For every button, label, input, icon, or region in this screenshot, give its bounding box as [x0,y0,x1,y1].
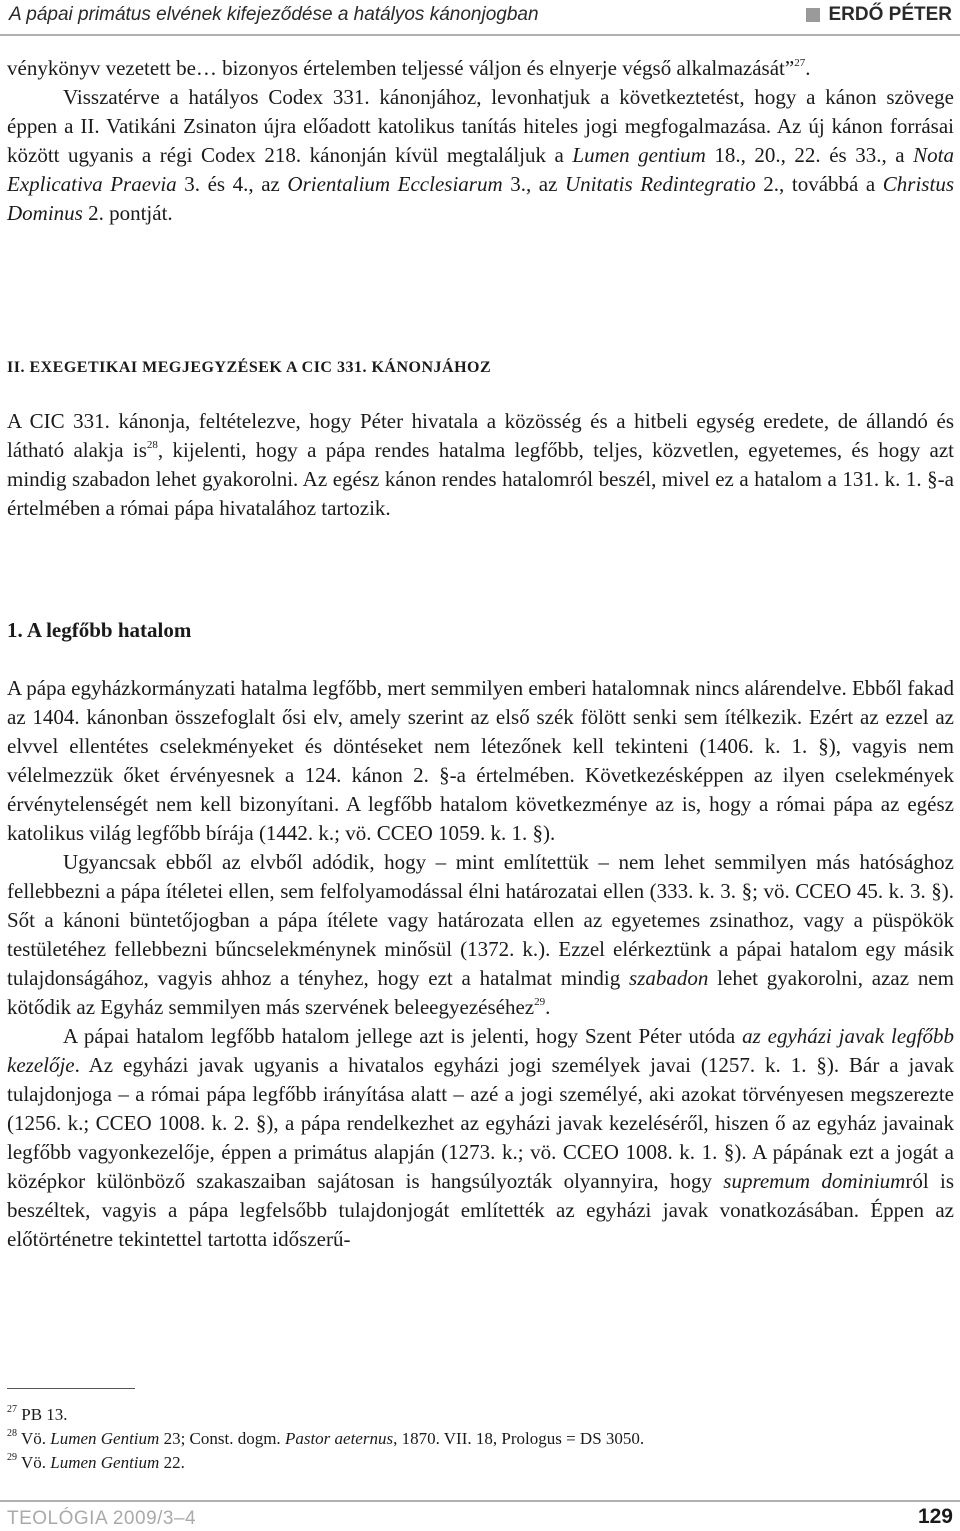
intro-paragraph-2 [7,83,954,228]
text-run: . Az egyházi javak ugyanis a hivatalos egyházi jogi személyek javai (1257. k. 1. §). Bár a javak tulajdonjoga – a római pápa legfőbb irányítása alatt – azé a jogi személyé, aki azokat törvényesen megszerezte (1256. k.; CCEO 1008. k. 2. §), a pápa rendelkezhet az egyházi javak kezeléséről, hiszen ő az egyház javainak legfőbb vagyonkezelője, éppen a primátus alapján (1273. k.; vö. CCEO 1008. k. 1. §). A pápának ezt a jogát a középkor különböző szakaszaiban sajátosan is hangsúlyozták olyannyira, hogy [7,1053,954,1193]
italic-run: Christus Dominus [7,172,954,225]
italic-run: Lumen gentium [572,143,706,167]
subsection-text [7,674,954,1254]
square-bullet-icon [806,8,820,22]
text-run: 3. és 4., az [176,172,288,196]
section-paragraph-1 [7,407,954,523]
italic-run: az egyházi javak legfőbb kezelője [7,1024,955,1077]
text-run: ról is beszéltek, vagyis a pápa legfelsőbb tulajdonjogát említették az egyházi javak vonatkozásában. Éppen az előtörténetre tekintettel tartotta időszerű- [7,1169,954,1251]
italic-run: Pastor aeternus [284,1429,394,1448]
text-run: A pápai hatalom legfőbb hatalom jellege azt is jelenti, hogy Szent Péter utóda [63,1024,743,1048]
author-name: ERDŐ PÉTER [828,4,952,25]
text-run: A CIC 331. kánonja, feltételezve, hogy Péter hivatala a közösség és a hitbeli egység eredete, de állandó és látható alakja is [7,409,954,462]
author-block [806,4,952,26]
footnote-text: PB 13. [17,1405,68,1424]
text-run: 22. [159,1453,185,1472]
footnotes [7,1403,644,1475]
footnote-29 [7,1451,644,1475]
subsection-heading: 1. A legfőbb hatalom [7,618,192,642]
running-title: A pápai primátus elvének kifejeződése a hatályos kánonjogban [9,4,539,25]
subsection-paragraph-3 [7,1022,954,1254]
footnote-27 [7,1403,644,1427]
intro-paragraph-1 [7,54,954,83]
text-run: Ugyancsak ebből az elvből adódik, hogy – mint említettük – nem lehet semmilyen más hatósághoz fellebbezni a pápa ítéletei ellen, sem felfolyamodással élni határozatai ellen (333. k. 3. §; vö. CCEO 45. k. 3. §). Sőt a kánoni büntetőjogban a pápa ítélete vagy határozata ellen az egyetemes zsinathoz, vagy a püspökök testületéhez fellebbezni bűncselekménynek minősül (1372. k.). Ezzel elérkeztünk a pápai hatalom egy másik tulajdonságához, vagyis ahhoz a tényhez, hogy ezt a hatalmat mindig [7,850,954,990]
text-run: lehet gyakorolni, azaz nem kötődik az Egyház semmilyen más szervének beleegyezéséhez [7,966,954,1019]
text-run: Visszatérve a hatályos Codex 331. kánonjához, levonhatjuk a következtetést, hogy a kánon szövege éppen a II. Vatikáni Zsinaton újra előadott katolikus tanítás hiteles jogi megfogalmazása. Az új kánon forrásai között ugyanis a régi Codex 218. kánonján kívül megtaláljuk a [7,85,954,167]
header-rule [0,34,960,36]
section-text [7,407,954,523]
italic-run: Unitatis Redintegratio [564,172,756,196]
subsection-paragraph-2 [7,848,954,1022]
italic-run: supremum dominium [723,1169,906,1193]
intro-text [7,54,954,228]
journal-issue: TEOLÓGIA 2009/3–4 [7,1508,197,1529]
text-run: 23; Const. dogm. [159,1429,285,1448]
text-run: 18., 20., 22. és 33., a [705,143,914,167]
footnote-28 [7,1427,644,1451]
section-heading: II. EXEGETIKAI MEGJEGYZÉSEK A CIC 331. KÁNONJÁHOZ [7,359,492,376]
italic-run: Nota Explicativa Praevia [7,143,954,196]
footnote-ref-27: 27 [794,57,806,69]
footnote-ref-28: 28 [146,439,158,451]
italic-run: szabadon [629,966,709,990]
text-run: 2., továbbá a [755,172,883,196]
footnote-number: 27 [7,1404,17,1416]
subsection-paragraph-1: A pápa egyházkormányzati hatalma legfőbb, mert semmilyen emberi hatalomnak nincs alárendelve. Ebből fakad az 1404. kánonban összefoglalt ősi elv, amely szerint az első szék fölött senki sem ítélkezik. Ezért az ezzel az elvvel ellentétes cselekményeket és döntéseket nem létezőnek kell tekinteni (1406. k. 1. §), vagyis nem vélelmezzük őket érvényesnek a 124. kánon 2. §-a értelmében. Következésképpen az ilyen cselekmények érvénytelenségét nem kell bizonyítani. A legfőbb hatalom következménye az is, hogy a római pápa az egész katolikus világ legfőbb bírája (1442. k.; vö. CCEO 1059. k. 1. §). [7,676,954,845]
text-run: Vö. [17,1453,51,1472]
intro-p1-end: . [805,56,811,80]
text-run: . [545,995,551,1019]
footnote-number: 29 [7,1452,17,1464]
text-run: Vö. [17,1429,51,1448]
page-number: 129 [917,1505,953,1528]
running-header [0,0,960,34]
text-run: 2. pontját. [82,201,173,225]
italic-run: Lumen Gentium [50,1429,160,1448]
italic-run: Lumen Gentium [50,1453,160,1472]
italic-run: Orientalium Ecclesiarum [287,172,503,196]
footnote-rule [7,1388,135,1389]
footnote-ref-29: 29 [534,996,546,1008]
intro-p1-text: vénykönyv vezetett be… bizonyos értelemben teljessé váljon és elnyerje végső alkalmazását” [7,56,795,80]
footer-rule [0,1500,960,1502]
text-run: , kijelenti, hogy a pápa rendes hatalma legfőbb, teljes, közvetlen, egyetemes, és hogy azt mindig szabadon lehet gyakorolni. Az egész kánon rendes hatalomról beszél, mivel ez a hatalom a 131. k. 1. §-a értelmében a római pápa hivatalához tartozik. [7,438,954,520]
text-run: 3., az [502,172,565,196]
footnote-number: 28 [7,1428,17,1440]
text-run: , 1870. VII. 18, Prologus = DS 3050. [393,1429,645,1448]
